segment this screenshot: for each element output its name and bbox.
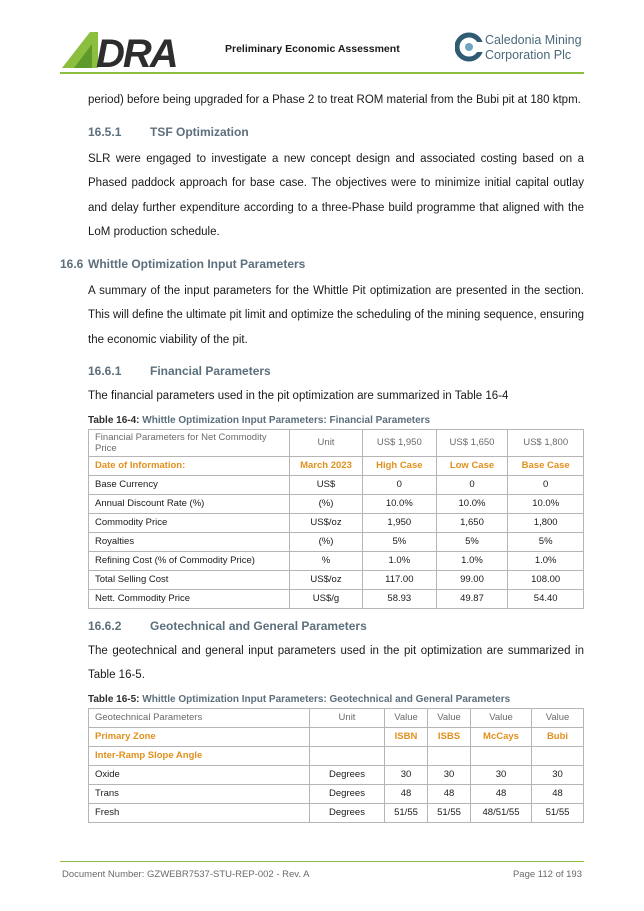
table-cell: Total Selling Cost <box>89 570 290 589</box>
heading-16-6-2 <box>88 619 584 633</box>
table-cell: 1,650 <box>436 513 508 532</box>
table-cell <box>310 746 385 765</box>
table-cell: 51/55 <box>428 803 471 822</box>
geotechnical-paragraph: The geotechnical and general input parameters used in the pit optimization are summarized in Table 16-5. <box>88 644 584 681</box>
heading-number: 16.5.1 <box>88 124 122 139</box>
header-cell: US$ 1,950 <box>363 429 437 456</box>
table-cell <box>385 746 428 765</box>
table-cell: 10.0% <box>436 494 508 513</box>
table-row <box>89 475 584 494</box>
header-cell: Geotechnical Parameters <box>89 708 310 727</box>
table-cell: Inter-Ramp Slope Angle <box>89 746 310 765</box>
document-number: Document Number: GZWEBR7537-STU-REP-002 - Rev. A <box>62 869 310 880</box>
heading-16-6 <box>60 257 584 271</box>
table-row <box>89 532 584 551</box>
page-number: Page 112 of 193 <box>512 869 582 880</box>
table-cell: 0 <box>436 475 508 494</box>
heading-number: 16.6.2 <box>88 618 122 633</box>
caledonia-logo <box>455 32 600 68</box>
table-cell: 30 <box>385 765 428 784</box>
header-cell: Financial Parameters for Net Commodity Price <box>89 429 290 456</box>
table-cell: 1.0% <box>508 551 584 570</box>
table-cell: 48/51/55 <box>471 803 532 822</box>
header-cell: Value <box>428 708 471 727</box>
heading-text: Financial Parameters <box>150 364 271 378</box>
table-highlight-row <box>89 456 584 475</box>
header-cell: US$ 1,650 <box>436 429 508 456</box>
footer-divider <box>60 861 584 862</box>
table-row <box>89 765 584 784</box>
table-cell: 30 <box>428 765 471 784</box>
header-cell: Value <box>471 708 532 727</box>
table-cell: 48 <box>385 784 428 803</box>
table-cell: 5% <box>436 532 508 551</box>
table-cell: 5% <box>508 532 584 551</box>
table-cell: 48 <box>532 784 584 803</box>
caption-label: Table 16-5: <box>88 693 140 705</box>
tsf-paragraph: SLR were engaged to investigate a new concept design and associated costing based on a Phased paddock approach for base case. The objectives were to minimize initial capital outlay and delay further expenditure according to a three-Phase build programme that aligned with the LoM production schedule. <box>88 152 584 238</box>
table-cell: Low Case <box>436 456 508 475</box>
table-cell: Nett. Commodity Price <box>89 589 290 608</box>
dra-logo <box>62 30 197 70</box>
table-cell: 51/55 <box>385 803 428 822</box>
heading-16-5-1 <box>88 125 584 139</box>
table-cell: March 2023 <box>290 456 363 475</box>
table-cell: 30 <box>471 765 532 784</box>
table-cell: Fresh <box>89 803 310 822</box>
table-cell: Commodity Price <box>89 513 290 532</box>
table-cell: 117.00 <box>363 570 437 589</box>
table-cell: 99.00 <box>436 570 508 589</box>
table-cell: ISBS <box>428 727 471 746</box>
table-cell: 1,950 <box>363 513 437 532</box>
table-cell: 10.0% <box>363 494 437 513</box>
table-cell: Primary Zone <box>89 727 310 746</box>
caption-label: Table 16-4: <box>88 414 140 426</box>
whittle-paragraph: A summary of the input parameters for the Whittle Pit optimization are presented in the section. This will define the ultimate pit limit and optimize the scheduling of the mining sequence, ensuring the economic viability of the pit. <box>88 284 584 346</box>
table-row <box>89 551 584 570</box>
heading-16-6-1 <box>88 364 584 378</box>
table-cell: 58.93 <box>363 589 437 608</box>
table-cell: 1.0% <box>363 551 437 570</box>
table-16-4-caption <box>88 415 584 426</box>
page-content <box>60 88 584 823</box>
table-cell: ISBN <box>385 727 428 746</box>
table-cell: 49.87 <box>436 589 508 608</box>
table-row <box>89 494 584 513</box>
caledonia-emblem-icon <box>455 32 483 62</box>
table-cell: 54.40 <box>508 589 584 608</box>
table-cell: 48 <box>471 784 532 803</box>
table-cell: Base Currency <box>89 475 290 494</box>
caledonia-name-line1: Caledonia Mining <box>485 33 582 47</box>
table-cell: 5% <box>363 532 437 551</box>
table-cell: % <box>290 551 363 570</box>
table-cell <box>310 727 385 746</box>
table-cell: Degrees <box>310 765 385 784</box>
table-cell: US$/oz <box>290 513 363 532</box>
table-cell: 48 <box>428 784 471 803</box>
table-cell: (%) <box>290 494 363 513</box>
financial-paragraph: The financial parameters used in the pit optimization are summarized in Table 16-4 <box>88 390 509 402</box>
table-cell: Annual Discount Rate (%) <box>89 494 290 513</box>
table-cell: Base Case <box>508 456 584 475</box>
table-cell <box>428 746 471 765</box>
heading-text: TSF Optimization <box>150 124 249 139</box>
heading-text: Geotechnical and General Parameters <box>150 618 367 633</box>
table-cell: Oxide <box>89 765 310 784</box>
header-cell: Value <box>532 708 584 727</box>
caption-title: Whittle Optimization Input Parameters: Financial Parameters <box>142 414 431 426</box>
table-cell: Degrees <box>310 784 385 803</box>
table-cell: 0 <box>363 475 437 494</box>
table-cell: US$/g <box>290 589 363 608</box>
header-cell: Unit <box>290 429 363 456</box>
table-header-row <box>89 708 584 727</box>
caption-title: Whittle Optimization Input Parameters: Geotechnical and General Parameters <box>142 693 511 705</box>
header-cell: Value <box>385 708 428 727</box>
table-cell <box>471 746 532 765</box>
table-cell: Trans <box>89 784 310 803</box>
heading-number: 16.6.1 <box>88 364 122 378</box>
table-cell: US$/oz <box>290 570 363 589</box>
table-header-row <box>89 429 584 456</box>
table-subheader-row <box>89 746 584 765</box>
table-row <box>89 803 584 822</box>
geotechnical-parameters-table <box>88 708 584 823</box>
header-divider <box>60 72 584 74</box>
table-cell: Degrees <box>310 803 385 822</box>
table-cell: 10.0% <box>508 494 584 513</box>
header-cell: Unit <box>310 708 385 727</box>
table-cell: High Case <box>363 456 437 475</box>
table-cell: Date of Information: <box>89 456 290 475</box>
table-cell: 30 <box>532 765 584 784</box>
table-row <box>89 513 584 532</box>
table-cell: Refining Cost (% of Commodity Price) <box>89 551 290 570</box>
table-cell: Bubi <box>532 727 584 746</box>
heading-text: Whittle Optimization Input Parameters <box>88 256 306 271</box>
table-cell: (%) <box>290 532 363 551</box>
table-cell: 108.00 <box>508 570 584 589</box>
dra-logo-text: DRA <box>96 32 177 70</box>
table-cell: 1,800 <box>508 513 584 532</box>
table-row <box>89 570 584 589</box>
table-cell: US$ <box>290 475 363 494</box>
table-cell: 1.0% <box>436 551 508 570</box>
caledonia-name <box>485 33 582 63</box>
page-header <box>0 0 644 80</box>
table-16-5-caption <box>88 694 584 705</box>
caledonia-name-line2: Corporation Plc <box>485 48 572 62</box>
table-row <box>89 589 584 608</box>
table-cell <box>532 746 584 765</box>
header-cell: US$ 1,800 <box>508 429 584 456</box>
heading-number: 16.6 <box>60 256 84 271</box>
table-cell: Royalties <box>89 532 290 551</box>
table-cell: McCays <box>471 727 532 746</box>
intro-paragraph: period) before being upgraded for a Phase 2 to treat ROM material from the Bubi pit at 180 ktpm. <box>88 94 581 106</box>
table-highlight-row <box>89 727 584 746</box>
document-title: Preliminary Economic Assessment <box>225 43 400 55</box>
financial-parameters-table <box>88 429 584 609</box>
table-row <box>89 784 584 803</box>
table-cell: 51/55 <box>532 803 584 822</box>
table-cell: 0 <box>508 475 584 494</box>
